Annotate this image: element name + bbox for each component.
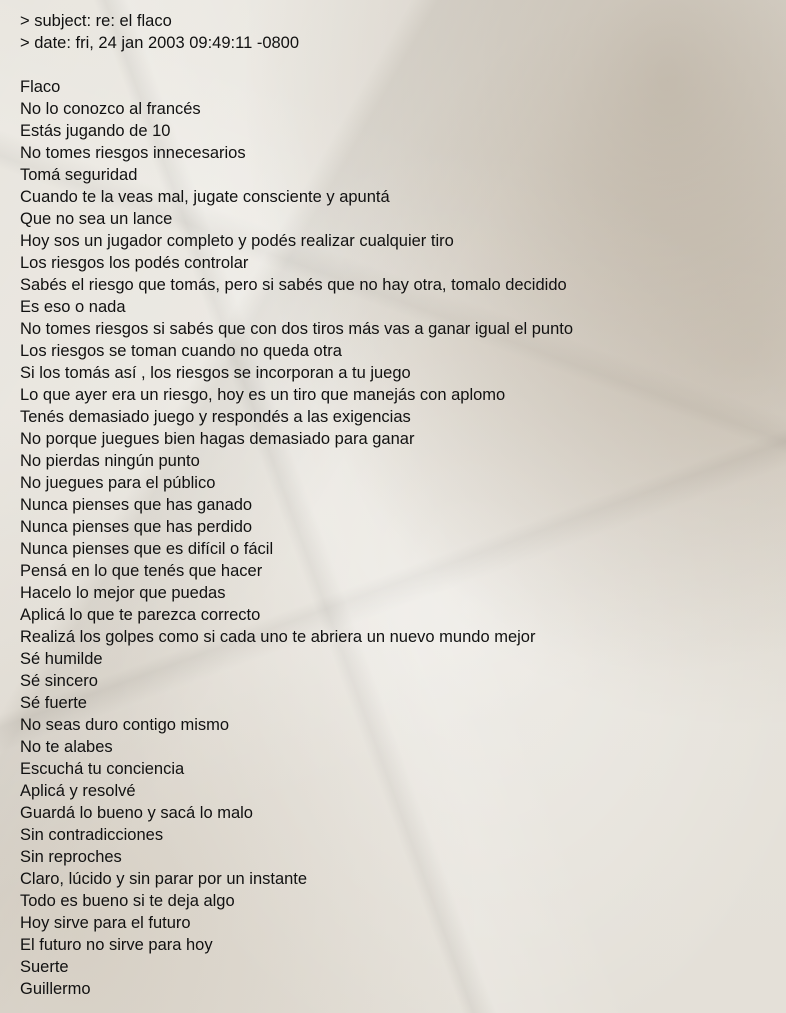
letter-line: Sabés el riesgo que tomás, pero si sabés que no hay otra, tomalo decidido [20,276,567,294]
letter-line: Aplicá lo que te parezca correcto [20,606,261,624]
letter-line: Sin contradicciones [20,826,164,844]
letter-line: Cuando te la veas mal, jugate consciente y apuntá [20,188,390,206]
letter-line: Es eso o nada [20,298,126,316]
letter-line: Sé humilde [20,650,103,668]
letter-line: Tenés demasiado juego y respondés a las exigencias [20,408,411,426]
letter-line: No seas duro contigo mismo [20,716,230,734]
letter-line: Si los tomás así , los riesgos se incorporan a tu juego [20,364,411,382]
letter-page [20,10,776,1000]
letter-line: Hacelo lo mejor que puedas [20,584,226,602]
letter-line: Suerte [20,958,69,976]
letter-line: Claro, lúcido y sin parar por un instante [20,870,308,888]
letter-line: Escuchá tu conciencia [20,760,185,778]
letter-line: Hoy sirve para el futuro [20,914,191,932]
letter-line: No pierdas ningún punto [20,452,200,470]
letter-line: Realizá los golpes como si cada uno te abriera un nuevo mundo mejor [20,628,536,646]
letter-line: Lo que ayer era un riesgo, hoy es un tiro que manejás con aplomo [20,386,506,404]
letter-line: Que no sea un lance [20,210,173,228]
blank-line [20,54,776,76]
letter-line: Flaco [20,78,61,96]
letter-line: No juegues para el público [20,474,216,492]
letter-line: Sé fuerte [20,694,87,712]
letter-line: Guillermo [20,980,91,998]
letter-line: Nunca pienses que has ganado [20,496,253,514]
letter-line: Todo es bueno si te deja algo [20,892,235,910]
letter-line: Sin reproches [20,848,122,866]
letter-line: No te alabes [20,738,113,756]
letter-line: No porque juegues bien hagas demasiado para ganar [20,430,415,448]
letter-line: Los riesgos los podés controlar [20,254,249,272]
letter-line: No tomes riesgos innecesarios [20,144,246,162]
subject-line: > subject: re: el flaco [20,12,172,30]
letter-line: No tomes riesgos si sabés que con dos tiros más vas a ganar igual el punto [20,320,574,338]
letter-line: No lo conozco al francés [20,100,201,118]
letter-line: Tomá seguridad [20,166,138,184]
letter-line: Nunca pienses que es difícil o fácil [20,540,274,558]
date-line: > date: fri, 24 jan 2003 09:49:11 -0800 [20,34,300,52]
letter-line: Nunca pienses que has perdido [20,518,253,536]
letter-line: Sé sincero [20,672,98,690]
letter-body [20,76,776,1000]
letter-line: El futuro no sirve para hoy [20,936,213,954]
letter-line: Estás jugando de 10 [20,122,171,140]
letter-line: Guardá lo bueno y sacá lo malo [20,804,253,822]
letter-line: Hoy sos un jugador completo y podés realizar cualquier tiro [20,232,454,250]
letter-line: Pensá en lo que tenés que hacer [20,562,263,580]
letter-line: Los riesgos se toman cuando no queda otra [20,342,342,360]
email-header [20,10,776,54]
letter-line: Aplicá y resolvé [20,782,136,800]
